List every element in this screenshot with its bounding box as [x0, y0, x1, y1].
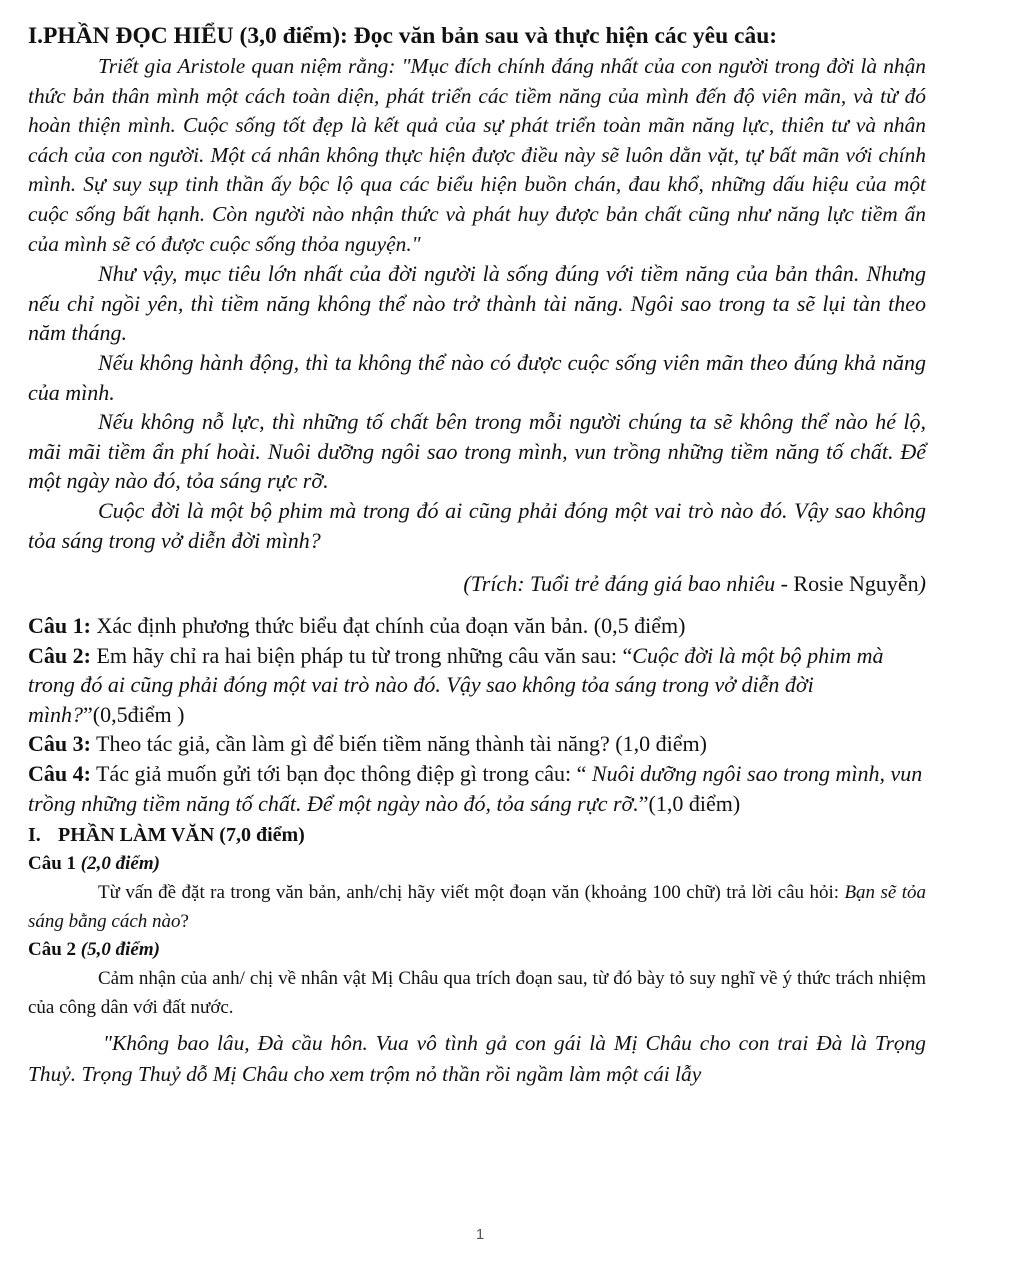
question-1-text: Xác định phương thức biểu đạt chính của đoạn văn bản. (0,5 điểm) [90, 613, 686, 639]
citation-close: ) [918, 571, 926, 597]
page-number: 1 [475, 1226, 485, 1243]
question-2 [28, 641, 926, 730]
question-2-label: Câu 2: [28, 642, 91, 668]
question-1-label: Câu 1: [28, 613, 91, 639]
question-2-quote: Cuộc đời là một bộ phim mà trong đó ai cũng phải đóng một vai trò nào đó. Vậy sao không tỏa sáng trong vở diễn đời mình? [28, 642, 884, 727]
passage-paragraph-1: Triết gia Aristole quan niệm rằng: "Mục đích chính đáng nhất của con người trong đời là nhận thức bản thân mình một cách toàn diện, phát triển các tiềm năng của mình đến độ viên mãn, và từ đó hoàn thiện mình. Cuộc sống tốt đẹp là kết quả của sự phát triển toàn mãn năng lực, thiên tư và nhân cách của con người. Một cá nhân không thực hiện được điều này sẽ luôn dằn vặt, tự bất mãn với chính mình. Sự suy sụp tinh thần ấy bộc lộ qua các biểu hiện buồn chán, đau khổ, những dấu hiệu của một cuộc sống bất hạnh. Còn người nào nhận thức và phát huy được bản chất cũng như năng lực tiềm ẩn của mình sẽ có được cuộc sống thỏa nguyện." [28, 54, 926, 256]
writing-question-1-label: Câu 1 [28, 853, 81, 875]
writing-question-2-heading [28, 936, 926, 964]
writing-question-1-tail: ? [180, 911, 189, 933]
writing-question-2-text: Cảm nhận của anh/ chị về nhân vật Mị Châu qua trích đoạn sau, từ đó bày tỏ suy nghĩ về ý thức trách nhiệm của công dân với đất nước. [28, 968, 926, 1019]
passage-paragraph-2: Như vậy, mục tiêu lớn nhất của đời người là sống đúng với tiềm năng của bản thân. Nhưng nếu chỉ ngồi yên, thì tiềm năng không thể nào trở thành tài năng. Ngôi sao trong ta sẽ lụi tàn theo năm tháng. [28, 261, 926, 346]
question-4 [28, 759, 926, 818]
reading-section-heading: I.PHẦN ĐỌC HIỂU (3,0 điểm): Đọc văn bản sau và thực hiện các yêu câu: [28, 23, 778, 49]
question-4-text: Tác giả muốn gửi tới bạn đọc thông điệp gì trong câu: “ [90, 761, 592, 787]
question-3-label: Câu 3: [28, 731, 91, 757]
writing-question-1-text [28, 878, 926, 936]
writing-section-title: PHẦN LÀM VĂN (7,0 điểm) [58, 824, 305, 847]
writing-question-1-points: (2,0 điểm) [80, 853, 160, 875]
writing-question-1-prompt: Từ vấn đề đặt ra trong văn bản, anh/chị hãy viết một đoạn văn (khoảng 100 chữ) trả lời câu hỏi: [98, 882, 845, 904]
legend-excerpt: "Không bao lâu, Đà cầu hôn. Vua vô tình gả con gái là Mị Châu cho con trai Đà là Trọng Thuỷ. Trọng Thuỷ dỗ Mị Châu cho xem trộm nỏ thần rồi ngầm làm một cái lẫy [28, 1031, 926, 1087]
question-4-points: ”(1,0 điểm) [638, 790, 741, 816]
question-4-quote: Nuôi dưỡng ngôi sao trong mình, vun trồng những tiềm năng tố chất. Để một ngày nào đó, tỏa sáng rực rỡ. [28, 761, 923, 816]
passage-paragraph-5: Cuộc đời là một bộ phim mà trong đó ai cũng phải đóng một vai trò nào đó. Vậy sao không tỏa sáng trong vở diễn đời mình? [28, 497, 926, 553]
writing-question-1-italic: Bạn sẽ tỏa sáng bằng cách nào [28, 882, 927, 933]
question-3 [28, 729, 926, 759]
passage-paragraph-4: Nếu không nỗ lực, thì những tố chất bên trong mỗi người chúng ta sẽ không thể nào hé lộ, mãi mãi tiềm ẩn phí hoài. Nuôi dưỡng ngôi sao trong mình, vun trồng những tiềm năng tố chất. Để một ngày nào đó, tỏa sáng rực rỡ. [28, 409, 926, 494]
citation-title: (Trích: Tuổi trẻ đáng giá bao nhiêu - [463, 571, 794, 597]
writing-question-2-label: Câu 2 [28, 939, 81, 961]
passage-paragraph-3: Nếu không hành động, thì ta không thể nào có được cuộc sống viên mãn theo đúng khả năng của mình. [28, 349, 926, 405]
writing-section-number: I. [28, 824, 41, 847]
citation-author: Rosie Nguyễn [793, 571, 919, 597]
source-citation [28, 569, 926, 599]
writing-section-heading [28, 820, 926, 850]
question-2-text: Em hãy chỉ ra hai biện pháp tu từ trong những câu văn sau: “ [90, 642, 633, 668]
question-1 [28, 611, 926, 641]
question-3-text: Theo tác giả, cần làm gì để biến tiềm năng thành tài năng? (1,0 điểm) [90, 731, 707, 757]
question-4-label: Câu 4: [28, 761, 91, 787]
writing-question-2-points: (5,0 điểm) [80, 939, 160, 961]
question-2-points: ”(0,5điểm ) [83, 701, 185, 727]
writing-question-1-heading [28, 850, 926, 878]
